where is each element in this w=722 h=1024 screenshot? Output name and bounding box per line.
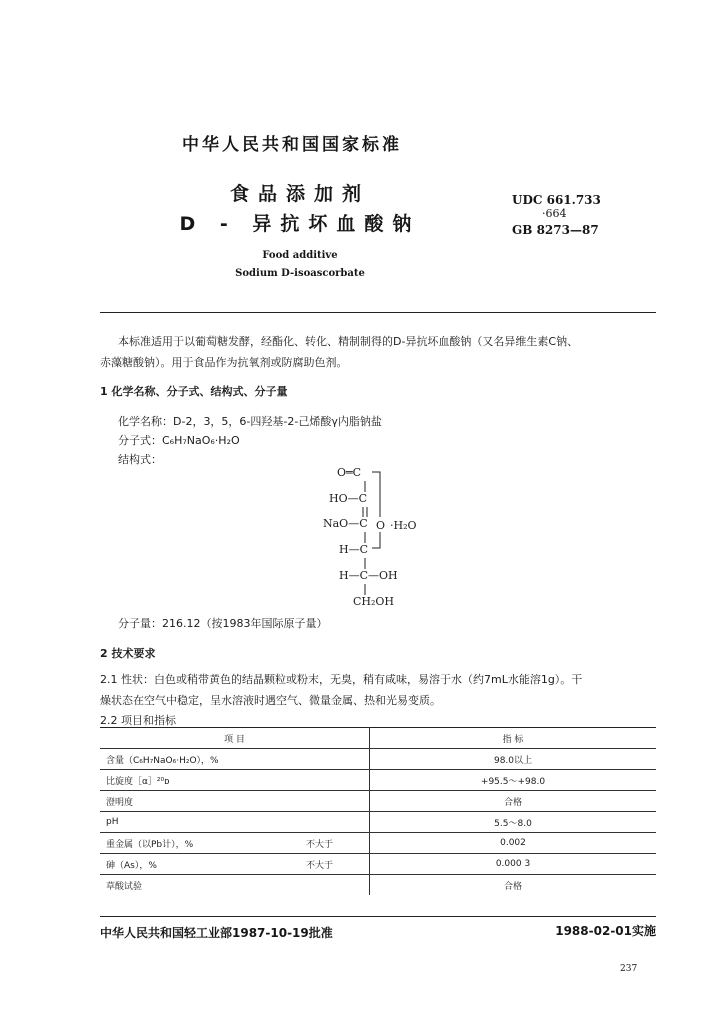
item-name: 比旋度［α］²⁰ᴅ <box>106 776 170 787</box>
column-header-requirement: 指 标 <box>370 728 657 749</box>
national-standard-title: 中华人民共和国国家标准 <box>182 135 402 155</box>
requirement-cell: 合格 <box>370 791 657 812</box>
structure-bonds <box>300 460 440 610</box>
table-row <box>100 875 656 896</box>
requirement-cell: 5.5～8.0 <box>370 812 657 833</box>
item-cell <box>100 875 370 896</box>
table-row <box>100 749 656 770</box>
table-row <box>100 833 656 854</box>
structure-row-1: O═C <box>337 466 362 479</box>
limit-qualifier: 不大于 <box>306 861 334 871</box>
item-cell <box>100 812 370 833</box>
item-name: pH <box>106 817 119 827</box>
molecular-weight: 分子量：216.12（按1983年国际原子量） <box>118 617 328 630</box>
limit-qualifier: 不大于 <box>306 840 334 850</box>
item-cell <box>100 770 370 791</box>
classification-codes <box>512 194 652 237</box>
item-name: 澄明度 <box>106 797 134 808</box>
item-name: 砷（As），% <box>106 860 157 871</box>
structure-row-3: NaO—C <box>323 517 368 530</box>
requirement-cell: +95.5～+98.0 <box>370 770 657 791</box>
item-name: 含量（C₆H₇NaO₆·H₂O），% <box>106 755 219 766</box>
footer-divider <box>100 916 656 917</box>
standard-title-line-2: D - 异抗坏血酸钠 <box>179 213 421 235</box>
structure-hydrate: ·H₂O <box>390 519 417 532</box>
standard-title-line-1: 食品添加剂 <box>229 183 370 205</box>
udc-subcode: ·664 <box>542 207 567 220</box>
item-name: 重金属（以Pb计），% <box>106 839 194 850</box>
structure-label: 结构式： <box>118 453 162 466</box>
structure-row-6: CH₂OH <box>353 595 395 608</box>
english-title-line-2: Sodium D-isoascorbate <box>235 268 365 279</box>
table-row <box>100 812 656 833</box>
structure-row-2: HO—C <box>329 492 368 505</box>
section-2-heading: 2 技术要求 <box>100 647 156 660</box>
items-requirements-table <box>100 727 656 895</box>
structure-row-5: H—C—OH <box>339 569 398 582</box>
requirement-cell: 98.0以上 <box>370 749 657 770</box>
approval-notice: 中华人民共和国轻工业部1987-10-19批准 <box>100 926 333 940</box>
table-header-row <box>100 728 656 749</box>
table-row <box>100 791 656 812</box>
paragraph-2-2-heading: 2.2 项目和指标 <box>100 714 176 727</box>
requirement-cell: 合格 <box>503 881 522 892</box>
paragraph-2-1-line-2: 燥状态在空气中稳定，呈水溶液时遇空气、微量金属、热和光易变质。 <box>100 694 441 707</box>
item-cell <box>100 833 370 854</box>
udc-code: UDC 661.733 <box>512 193 601 207</box>
header-divider <box>100 312 656 313</box>
item-name: 草酸试验 <box>106 881 143 892</box>
chemical-name: 化学名称：D-2，3，5，6-四羟基-2-己烯酸γ内脂钠盐 <box>118 415 382 428</box>
ring-bond-lower <box>372 532 380 548</box>
effective-date: 1988-02-01实施 <box>555 924 656 938</box>
paragraph-2-1-line-1: 2.1 性状：白色或稍带黄色的结晶颗粒或粉末，无臭，稍有咸味，易溶于水（约7mL水能溶1g）。干 <box>100 673 583 686</box>
requirement-cell: 0.000 3 <box>370 854 657 875</box>
item-cell <box>100 854 370 875</box>
table-row <box>100 854 656 875</box>
item-cell <box>100 749 370 770</box>
structure-row-4: H—C <box>339 543 369 556</box>
item-cell <box>100 791 370 812</box>
molecular-formula: 分子式：C₆H₇NaO₆·H₂O <box>118 434 240 447</box>
structure-ring-oxygen: O <box>376 519 386 532</box>
ring-bond-upper <box>372 472 380 517</box>
english-title-line-1: Food additive <box>262 250 338 261</box>
requirement-cell: 0.002 <box>370 833 657 854</box>
intro-paragraph-line-2: 赤藻糖酸钠）。用于食品作为抗氧剂或防腐助色剂。 <box>100 356 348 369</box>
gb-code: GB 8273—87 <box>512 223 599 237</box>
page-number: 237 <box>620 964 638 974</box>
table-row <box>100 770 656 791</box>
column-header-item: 项 目 <box>100 728 370 749</box>
intro-paragraph-line-1: 本标准适用于以葡萄糖发酵，经酯化、转化、精制制得的D-异抗坏血酸钠（又名异维生素C钠、 <box>118 335 579 348</box>
section-1-heading: 1 化学名称、分子式、结构式、分子量 <box>100 385 288 398</box>
